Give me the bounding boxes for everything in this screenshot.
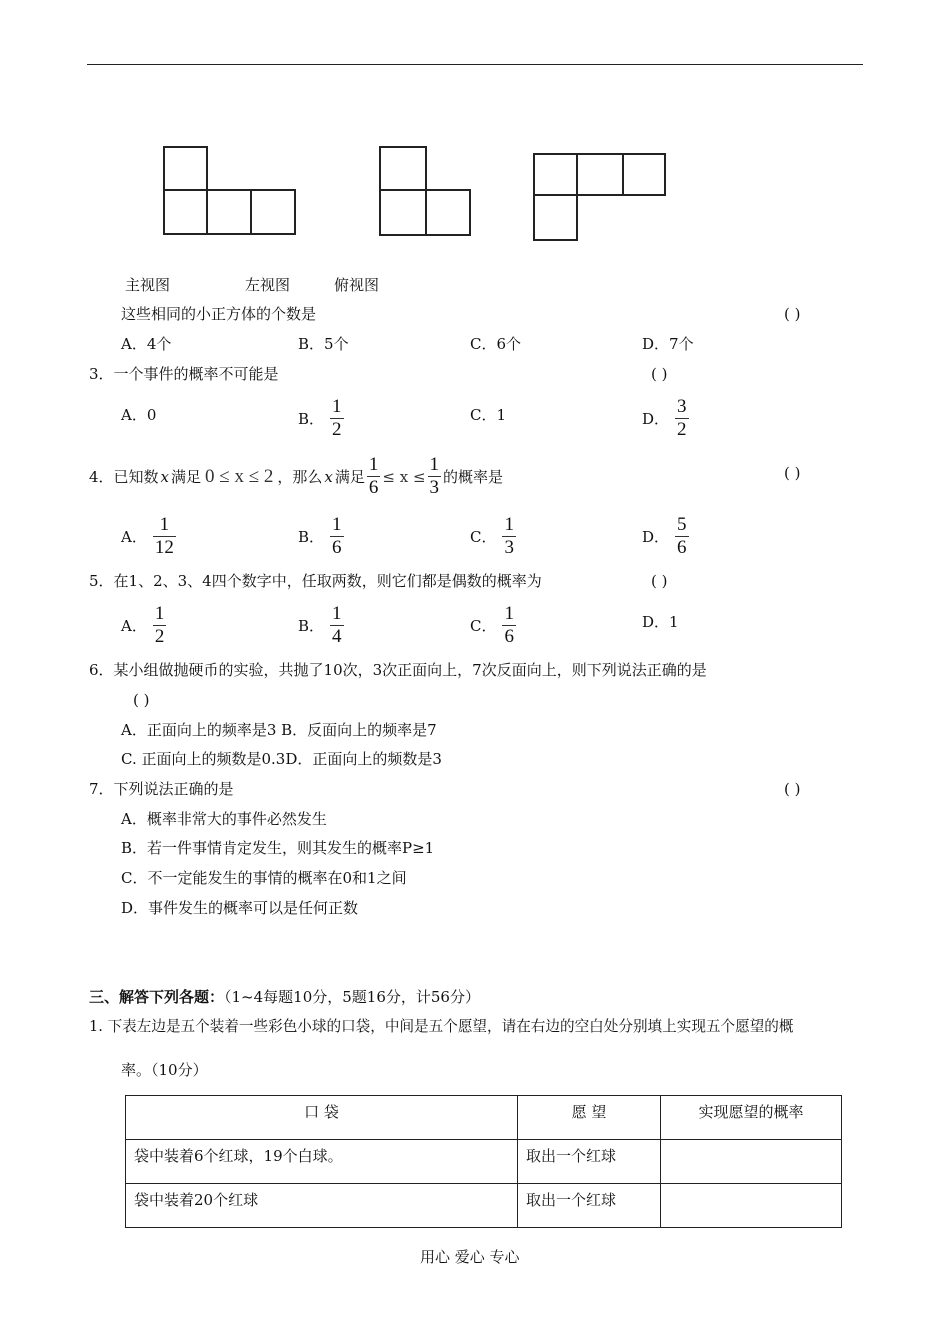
answer-cell[interactable] (661, 1184, 842, 1228)
option-a: A． $\frac{1}{12}$ (121, 514, 174, 558)
option-c: C． $\frac{1}{6}$ (470, 603, 514, 647)
header-cell: 实现愿望的概率 (661, 1096, 842, 1140)
probability-table (125, 1095, 842, 1228)
fraction: $\frac{1}{12}$ (154, 514, 174, 558)
option-d: D．1 (642, 613, 679, 631)
front-view-figure (164, 147, 295, 234)
answer-paren: ( ) (784, 464, 801, 482)
header-cell: 口 袋 (126, 1096, 518, 1140)
label-top-view: 俯视图 (334, 276, 380, 294)
table-cell: 取出一个红球 (518, 1140, 661, 1184)
three-view-drawings (0, 0, 950, 260)
question-7-stem: 7．下列说法正确的是 (89, 780, 234, 798)
question-3-stem: 3．一个事件的概率不可能是 (89, 365, 279, 383)
fraction: $\frac{1}{6}$ (332, 514, 342, 558)
fraction: $\frac{1}{6}$ (504, 603, 514, 647)
problem-1-line-2: 率。（10分） (121, 1061, 208, 1079)
fraction: $\frac{1}{3}$ (429, 454, 440, 498)
answer-paren: ( ) (784, 305, 801, 323)
header-cell: 愿 望 (518, 1096, 661, 1140)
options-row-1: A．正面向上的频率是3 B．反面向上的频率是7 (121, 721, 437, 739)
option-d: D． $\frac{5}{6}$ (642, 514, 687, 558)
table-header-row (126, 1096, 842, 1140)
option-c: C．6个 (470, 335, 522, 353)
table-cell: 袋中装着20个红球 (126, 1184, 518, 1228)
table-cell: 袋中装着6个红球，19个白球。 (126, 1140, 518, 1184)
top-view-figure (534, 154, 665, 240)
option-b: B．5个 (298, 335, 349, 353)
option-b: B． $\frac{1}{2}$ (298, 396, 342, 440)
fraction: $\frac{3}{2}$ (677, 396, 687, 440)
problem-1-line-1: 1. 下表左边是五个装着一些彩色小球的口袋，中间是五个愿望，请在右边的空白处分别填上实现五个愿望的概 (89, 1018, 794, 1035)
option-a: A．4个 (121, 335, 172, 353)
answer-paren: ( ) (784, 780, 801, 798)
answer-paren: ( ) (651, 365, 668, 383)
section-heading: 三、解答下列各题：（1~4每题10分，5题16分，计56分） (89, 988, 480, 1006)
option-c: C．不一定能发生的事情的概率在0和1之间 (121, 869, 407, 887)
question-5-stem: 5．在1、2、3、4四个数字中，任取两数，则它们都是偶数的概率为 (89, 572, 542, 590)
option-d: D． $\frac{3}{2}$ (642, 396, 687, 440)
option-c: C．1 (470, 406, 507, 424)
option-d: D．事件发生的概率可以是任何正数 (121, 899, 359, 917)
fraction: $\frac{1}{6}$ (368, 454, 379, 498)
table-cell: 取出一个红球 (518, 1184, 661, 1228)
option-a: A． $\frac{1}{2}$ (121, 603, 165, 647)
range-expression: 0 ≤ x ≤ 2 (205, 465, 274, 487)
question-cubes-stem: 这些相同的小正方体的个数是 (121, 305, 317, 323)
table-row (126, 1184, 842, 1228)
table-row (126, 1140, 842, 1184)
option-b: B． $\frac{1}{6}$ (298, 514, 342, 558)
question-4-stem: 4．已知数 x 满足 0 ≤ x ≤ 2 ，那么 x 满足 $\frac{1}{6}$ ≤ x ≤ $\frac{1}{3}$ 的概率是 (89, 454, 504, 498)
fraction: $\frac{1}{3}$ (504, 514, 514, 558)
option-b: B．若一件事情肯定发生，则其发生的概率P≥1 (121, 839, 435, 857)
label-front-view: 主视图 (125, 276, 171, 294)
answer-paren: ( ) (651, 572, 668, 590)
option-a: A．概率非常大的事件必然发生 (121, 810, 327, 828)
fraction: $\frac{5}{6}$ (677, 514, 687, 558)
question-6-stem: 6．某小组做抛硬币的实验，共抛了10次，3次正面向上，7次反面向上，则下列说法正确的是 (89, 661, 707, 679)
fraction: $\frac{1}{2}$ (154, 603, 165, 647)
options-row-2: C. 正面向上的频数是0.3D．正面向上的频数是3 (121, 750, 442, 768)
fraction: $\frac{1}{2}$ (332, 396, 342, 440)
fraction: $\frac{1}{4}$ (332, 603, 342, 647)
left-view-figure (380, 147, 470, 235)
page-footer: 用心 爱心 专心 (420, 1248, 520, 1266)
option-c: C． $\frac{1}{3}$ (470, 514, 514, 558)
option-b: B． $\frac{1}{4}$ (298, 603, 342, 647)
answer-cell[interactable] (661, 1140, 842, 1184)
answer-paren: ( ) (133, 691, 150, 709)
option-a: A．0 (121, 406, 157, 424)
label-left-view: 左视图 (245, 276, 291, 294)
option-d: D．7个 (642, 335, 694, 353)
